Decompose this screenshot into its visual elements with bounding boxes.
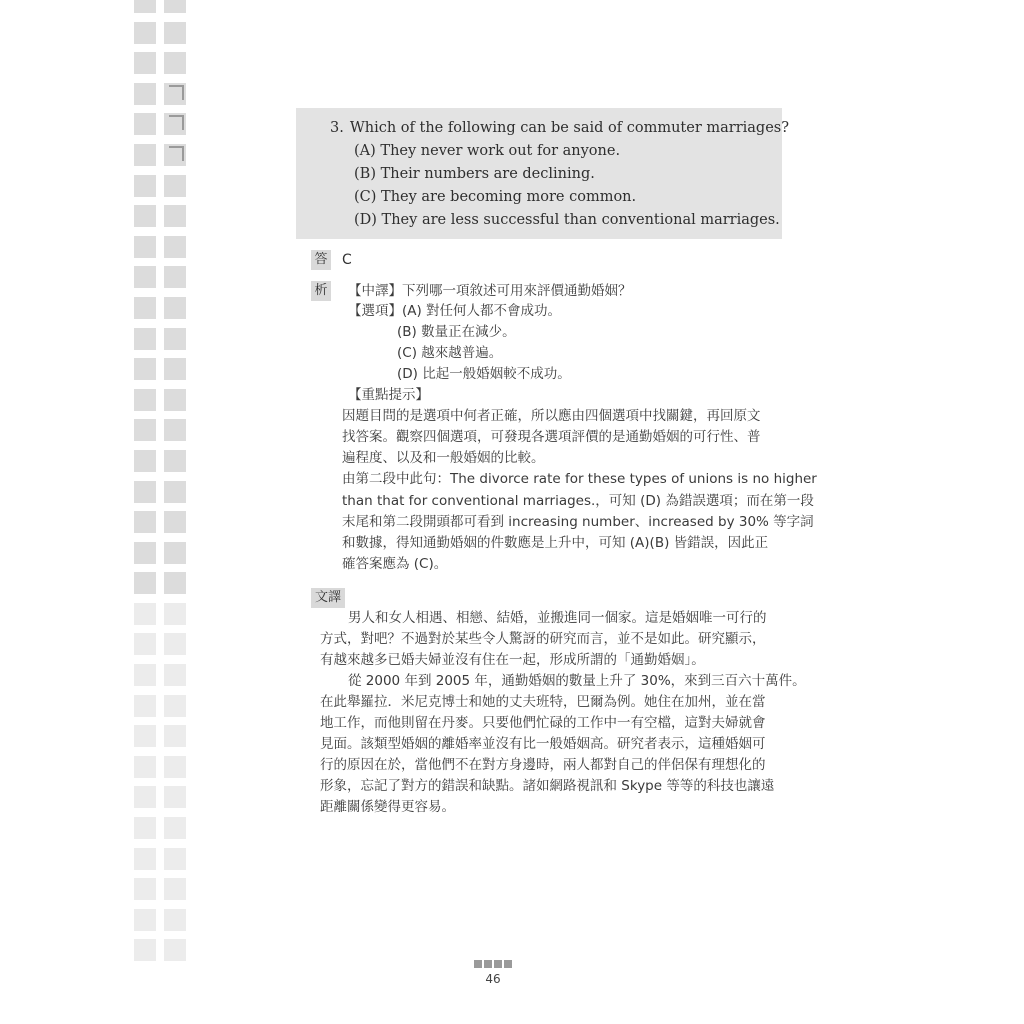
footer-square (504, 960, 512, 968)
question-option-c: (C) They are becoming more common. (354, 189, 637, 205)
footer-square (484, 960, 492, 968)
translation-line: 形象，忘記了對方的錯誤和缺點。諸如網路視訊和 Skype 等等的科技也讓遠 (320, 778, 775, 794)
analysis-line: 遍程度、以及和一般婚姻的比較。 (342, 450, 545, 466)
answer-value: C (342, 252, 352, 268)
analysis-line: 找答案。觀察四個選項，可發現各選項評價的是通勤婚姻的可行性、普 (342, 429, 761, 445)
analysis-label: 析 (311, 281, 331, 301)
analysis-line: 和數據，得知通勤婚姻的件數應是上升中，可知 (A)(B) 皆錯誤，因此正 (342, 535, 769, 551)
translation-line: 方式，對吧？不過對於某些令人驚訝的研究而言，並不是如此。研究顯示， (320, 631, 766, 647)
analysis-line: 【中譯】下列哪一項敘述可用來評價通勤婚姻？ (348, 283, 632, 299)
translation-line: 見面。該類型婚姻的離婚率並沒有比一般婚姻高。研究者表示，這種婚姻可 (320, 736, 766, 752)
question-number: 3. (330, 120, 344, 136)
footer-decoration (474, 960, 512, 968)
translation-line: 男人和女人相遇、相戀、結婚，並搬進同一個家。這是婚姻唯一可行的 (348, 610, 767, 626)
translation-line: 距離關係變得更容易。 (320, 799, 455, 815)
question-option-b: (B) Their numbers are declining. (354, 166, 595, 182)
analysis-line: 由第二段中此句：The divorce rate for these types of unions is no higher (342, 471, 817, 487)
translation-line: 有越來越多已婚夫婦並沒有住在一起，形成所謂的「通勤婚姻」。 (320, 652, 705, 668)
translation-line: 行的原因在於，當他們不在對方身邊時，兩人都對自己的伴侶保有理想化的 (320, 757, 766, 773)
analysis-line: 末尾和第二段開頭都可看到 increasing number、increased by 30% 等字詞 (342, 514, 814, 530)
question-stem-text: Which of the following can be said of commuter marriages? (349, 120, 789, 136)
footer-square (494, 960, 502, 968)
analysis-line: (D) 比起一般婚姻較不成功。 (397, 366, 571, 382)
analysis-line: 【選項】(A) 對任何人都不會成功。 (348, 303, 562, 319)
page-number: 46 (485, 972, 501, 986)
analysis-line: 確答案應為 (C)。 (342, 556, 448, 572)
analysis-line: 因題目問的是選項中何者正確，所以應由四個選項中找關鍵，再回原文 (342, 408, 761, 424)
footer-square (474, 960, 482, 968)
question-option-a: (A) They never work out for anyone. (354, 143, 621, 159)
question-box (296, 108, 789, 239)
decorative-square-column (134, 0, 188, 1015)
question-stem (330, 118, 789, 138)
translation-label: 文譯 (311, 588, 345, 608)
analysis-line: (B) 數量正在減少。 (397, 324, 516, 340)
analysis-line: 【重點提示】 (348, 387, 429, 403)
answer-label: 答 (311, 250, 331, 270)
analysis-line: than that for conventional marriages.，可知 (D) 為錯誤選項；而在第一段 (342, 493, 814, 509)
translation-line: 在此舉羅拉．米尼克博士和她的丈夫班特，巴爾為例。她住在加州，並在當 (320, 694, 766, 710)
translation-line: 從 2000 年到 2005 年，通勤婚姻的數量上升了 30%，來到三百六十萬件。 (348, 673, 806, 689)
question-option-d: (D) They are less successful than conventional marriages. (354, 212, 780, 228)
translation-line: 地工作，而他則留在丹麥。只要他們忙碌的工作中一有空檔，這對夫婦就會 (320, 715, 766, 731)
analysis-line: (C) 越來越普遍。 (397, 345, 503, 361)
